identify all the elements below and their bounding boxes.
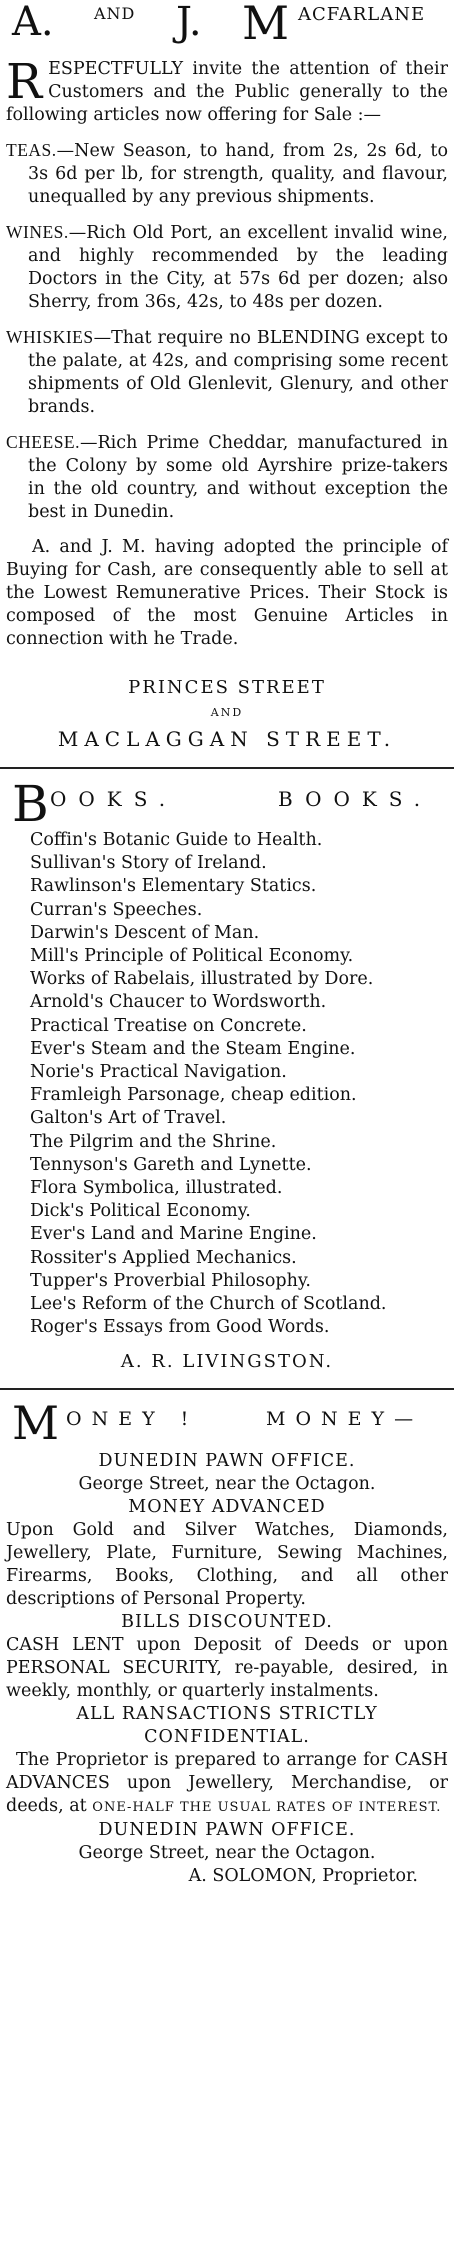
address-maclaggan-street: MACLAGGAN STREET. bbox=[57, 727, 397, 751]
list-item: Rossiter's Applied Mechanics. bbox=[30, 1247, 297, 1268]
money-advertisement bbox=[0, 1396, 454, 1888]
money-heading bbox=[6, 1396, 448, 1451]
heading-surname-rest: ACFARLANE bbox=[298, 4, 426, 25]
list-item: Works of Rabelais, illustrated by Dore. bbox=[30, 969, 374, 990]
books-heading bbox=[6, 775, 448, 833]
list-item: Arnold's Chaucer to Wordsworth. bbox=[30, 992, 327, 1013]
intro-paragraph bbox=[6, 54, 448, 127]
pawn-office-title: DUNEDIN PAWN OFFICE. bbox=[98, 1451, 356, 1472]
cash-lent-text: CASH LENT upon Deposit of Deeds or upon PERSONAL SECURITY, re-payable, desired, in weekly, monthly, or quarterly instalments. bbox=[6, 1635, 448, 1702]
section-text: —Rich Prime Cheddar, manufactured in the Colony by some old Ayrshire prize-takers in the old country, and without exception the best in Dunedin. bbox=[28, 433, 448, 522]
money-signature: A. SOLOMON, Proprietor. bbox=[188, 1866, 418, 1887]
heading-initial-m: M bbox=[242, 0, 290, 50]
list-item: The Pilgrim and the Shrine. bbox=[30, 1131, 277, 1152]
list-item: Lee's Reform of the Church of Scotland. bbox=[30, 1294, 387, 1315]
list-item: Rawlinson's Elementary Statics. bbox=[30, 876, 317, 897]
confidential-title: ALL RANSACTIONS STRICTLY CONFIDENTIAL. bbox=[76, 1704, 378, 1748]
proprietor-text: The Proprietor is prepared to arrange for CASH ADVANCES upon Jewellery, Merchandise, or deeds, at bbox=[6, 1750, 448, 1817]
list-item: Practical Treatise on Concrete. bbox=[30, 1015, 307, 1036]
pawn-office-address-2: George Street, near the Octagon. bbox=[78, 1843, 376, 1864]
list-item: Sullivan's Story of Ireland. bbox=[30, 853, 267, 874]
section-text: —That require no BLENDING except to the palate, at 42s, and comprising some recent shipments of Old Glenlevit, Glenury, and other brands. bbox=[28, 328, 448, 417]
heading-initial-j: J. bbox=[176, 0, 202, 45]
bills-discounted-title: BILLS DISCOUNTED. bbox=[121, 1612, 333, 1633]
list-item: Darwin's Descent of Man. bbox=[30, 922, 260, 943]
drop-cap-r: R bbox=[6, 54, 43, 110]
list-item: Tennyson's Gareth and Lynette. bbox=[30, 1154, 312, 1175]
pawn-office-title-2: DUNEDIN PAWN OFFICE. bbox=[98, 1820, 356, 1841]
intro-text: ESPECTFULLY invite the attention of their Customers and the Public generally to the following articles now offering for Sale :— bbox=[6, 59, 448, 125]
column-divider bbox=[0, 767, 454, 769]
wines-section bbox=[6, 221, 448, 314]
books-heading-word1: OOKS. bbox=[50, 787, 178, 811]
list-item: Coffin's Botanic Guide to Health. bbox=[30, 830, 323, 850]
list-item: Tupper's Proverbial Philosophy. bbox=[30, 1270, 311, 1291]
heading-and: AND bbox=[94, 4, 136, 23]
section-key: WINES. bbox=[6, 222, 69, 242]
cheese-section bbox=[6, 431, 448, 524]
books-heading-word2: BOOKS. bbox=[278, 787, 433, 811]
proprietor-paragraph bbox=[6, 1749, 448, 1819]
section-key: TEAS. bbox=[6, 140, 57, 160]
cash-buying-note: A. and J. M. having adopted the principle of Buying for Cash, are consequently able to sell at the Lowest Remunerative Prices. Their Stock is composed of the most Genuine Articles in connection with he Trade. bbox=[6, 537, 448, 649]
section-key: CHEESE. bbox=[6, 432, 80, 452]
books-advertisement bbox=[0, 775, 454, 1373]
macfarlane-advertisement bbox=[0, 0, 454, 751]
column-divider bbox=[0, 1388, 454, 1390]
list-item: Galton's Art of Travel. bbox=[30, 1108, 227, 1129]
list-item: Framleigh Parsonage, cheap edition. bbox=[30, 1085, 357, 1106]
money-heading-word2: MONEY— bbox=[266, 1408, 424, 1431]
section-key: WHISKIES bbox=[6, 327, 94, 347]
macfarlane-heading bbox=[6, 0, 448, 58]
drop-cap-m: M bbox=[12, 1396, 60, 1451]
list-item: Flora Symbolica, illustrated. bbox=[30, 1178, 283, 1199]
list-item: Ever's Steam and the Steam Engine. bbox=[30, 1038, 356, 1059]
list-item: Norie's Practical Navigation. bbox=[30, 1062, 287, 1083]
address-princes-street: PRINCES STREET bbox=[128, 677, 326, 698]
books-signature: A. R. LIVINGSTON. bbox=[120, 1351, 334, 1373]
list-item: Curran's Speeches. bbox=[30, 899, 203, 920]
list-item: Roger's Essays from Good Words. bbox=[30, 1317, 330, 1338]
money-heading-word1: ONEY ! bbox=[66, 1408, 199, 1431]
teas-section bbox=[6, 139, 448, 209]
heading-initial-a: A. bbox=[12, 0, 54, 45]
book-list bbox=[6, 829, 448, 1339]
whiskies-section bbox=[6, 326, 448, 419]
list-item: Ever's Land and Marine Engine. bbox=[30, 1224, 317, 1245]
half-rates-text: ONE-HALF THE USUAL RATES OF INTEREST. bbox=[92, 1800, 442, 1816]
section-text: —Rich Old Port, an excellent invalid wine, and highly recommended by the leading Doctors in the City, at 57s 6d per dozen; also Sherry, from 36s, 42s, to 48s per dozen. bbox=[28, 223, 448, 312]
address-and: AND bbox=[210, 706, 244, 719]
list-item: Mill's Principle of Political Economy. bbox=[30, 946, 354, 967]
list-item: Dick's Political Economy. bbox=[30, 1201, 251, 1222]
money-advanced-title: MONEY ADVANCED bbox=[128, 1497, 326, 1518]
drop-cap-b: B bbox=[12, 775, 49, 833]
pawn-office-address: George Street, near the Octagon. bbox=[78, 1474, 376, 1495]
section-text: —New Season, to hand, from 2s, 2s 6d, to 3s 6d per lb, for strength, quality, and flavour, unequalled by any previous shipments. bbox=[28, 141, 448, 207]
money-advanced-text: Upon Gold and Silver Watches, Diamonds, Jewellery, Plate, Furniture, Sewing Machines, Firearms, Books, Clothing, and all other descriptions of Personal Property. bbox=[6, 1520, 448, 1610]
